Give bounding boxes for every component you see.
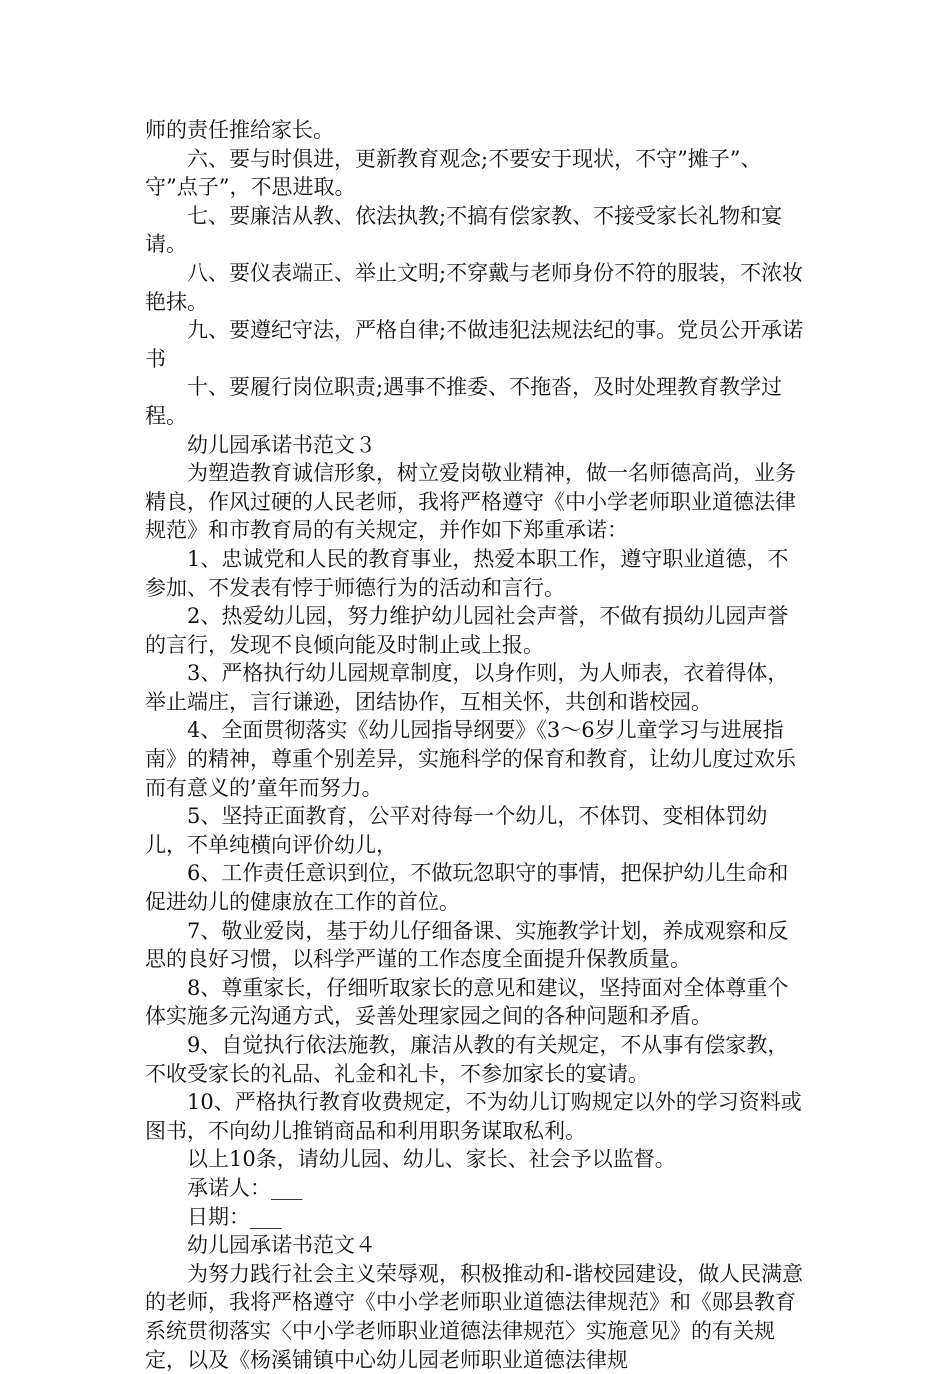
paragraph-item-7: 七、要廉洁从教、依法执教;不搞有偿家教、不接受家长礼物和宴请。 [145,203,783,257]
signature-line: 承诺人：___ [187,1175,303,1200]
paragraph-pledge-7: 7、敬业爱岗，基于幼儿仔细备课、实施教学计划，养成观察和反思的良好习惯，以科学严谨的工作态度全面提升保教质量。 [145,918,789,972]
paragraph-pledge-2: 2、热爱幼儿园，努力维护幼儿园社会声誉，不做有损幼儿园声誉的言行，发现不良倾向能及时制止或上报。 [145,604,789,657]
paragraph-intro-4: 为努力践行社会主义荣辱观，积极推动和-谐校园建设，做人民满意的老师，我将严格遵守《中小学老师职业道德法律规范》和《郧县教育系统贯彻落实〈中小学老师职业道德法律规范〉实施意见》的有关规定，以及《杨溪铺镇中心幼儿园老师职业道德法律规 [145,1261,804,1372]
paragraph-pledge-9: 9、自觉执行依法施教，廉洁从教的有关规定，不从事有偿家教，不收受家长的礼品、礼金和礼卡，不参加家长的宴请。 [145,1033,789,1086]
paragraph-pledge-4: 4、全面贯彻落实《幼儿园指导纲要》《3～6岁儿童学习与进展指南》的精神，尊重个别差异，实施科学的保育和教育，让幼儿度过欢乐而有意义的’童年而努力。 [145,718,796,800]
paragraph-pledge-6: 6、工作责任意识到位，不做玩忽职守的事情，把保护幼儿生命和促进幼儿的健康放在工作的首位。 [145,861,789,915]
paragraph-pledge-1: 1、忠诚党和人民的教育事业，热爱本职工作，遵守职业道德，不参加、不发表有悖于师德行为的活动和言行。 [145,546,789,600]
paragraph-pledge-3: 3、严格执行幼儿园规章制度，以身作则，为人师表，衣着得体，举止端庄，言行谦逊，团结协作，互相关怀，共创和谐校园。 [145,661,789,714]
paragraph-pledge-10: 10、严格执行教育收费规定，不为幼儿订购规定以外的学习资料或图书，不向幼儿推销商品和利用职务谋取私利。 [145,1090,802,1143]
section-heading-4: 幼儿园承诺书范文４ [187,1233,376,1258]
paragraph-pledge-8: 8、尊重家长，仔细听取家长的意见和建议，坚持面对全体尊重个体实施多元沟通方式，妥善处理家园之间的各种问题和矛盾。 [145,975,789,1029]
date-line: 日期：___ [187,1204,282,1229]
paragraph-intro-3: 为塑造教育诚信形象，树立爱岗敬业精神，做一名师德高尚，业务精良，作风过硬的人民老师，我将严格遵守《中小学老师职业道德法律规范》和市教育局的有关规定，并作如下郑重承诺： [145,461,796,543]
paragraph-item-9: 九、要遵纪守法，严格自律;不做违犯法规法纪的事。党员公开承诺书 [145,318,804,371]
paragraph-continuation: 师的责任推给家长。 [145,118,334,142]
document-body [145,116,805,1374]
paragraph-item-8: 八、要仪表端正、举止文明;不穿戴与老师身份不符的服装，不浓妆艳抹。 [145,260,804,314]
paragraph-item-10: 十、要履行岗位职责;遇事不推委、不拖沓，及时处理教育教学过程。 [145,375,783,428]
paragraph-supervision: 以上10条，请幼儿园、幼儿、家长、社会予以监督。 [187,1147,676,1172]
paragraph-item-6: 六、要与时俱进，更新教育观念;不要安于现状，不守”摊子”、守”点子”，不思进取。 [145,146,762,200]
section-heading-3: 幼儿园承诺书范文３ [187,432,376,457]
paragraph-pledge-5: 5、坚持正面教育，公平对待每一个幼儿，不体罚、变相体罚幼儿，不单纯横向评价幼儿， [145,804,768,857]
